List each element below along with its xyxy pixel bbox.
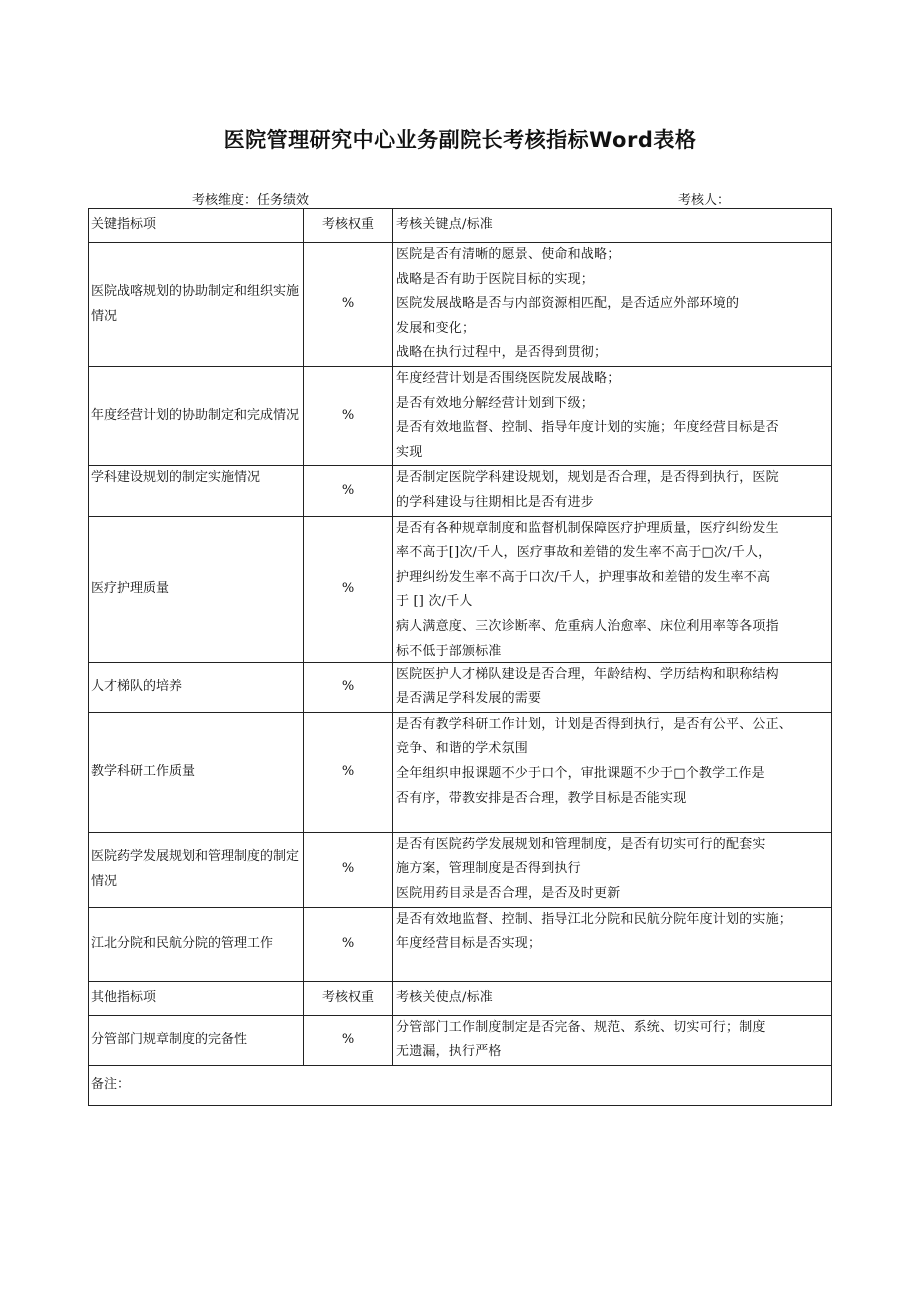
indicator-item: 学科建设规划的制定实施情况	[89, 466, 304, 516]
criteria-line: 战略是否有助于医院目标的实现；	[396, 271, 595, 287]
indicator-criteria	[393, 662, 832, 712]
indicator-item: 人才梯队的培养	[89, 662, 304, 712]
header-criteria: 考核关键点/标准	[393, 209, 832, 243]
other-indicator-criteria	[393, 1015, 832, 1065]
table-row	[89, 832, 832, 907]
indicator-criteria	[393, 712, 832, 832]
indicator-criteria	[393, 367, 832, 466]
criteria-line: 是否有效地监督、控制、指导江北分院和民航分院年度计划的实施；	[396, 911, 793, 927]
indicator-weight: %	[304, 243, 393, 367]
criteria-line: 全年组织申报课题不少于口个，审批课题不少于□个教学工作是	[396, 765, 765, 781]
criteria-line: 年度经营目标是否实现；	[396, 936, 542, 952]
other-header-row	[89, 981, 832, 1015]
indicator-weight: %	[304, 712, 393, 832]
criteria-line: 是否制定医院学科建设规划，规划是否合理，是否得到执行，医院	[396, 470, 779, 486]
header-other-item: 其他指标项	[89, 981, 304, 1015]
table-row	[89, 466, 832, 516]
indicator-criteria	[393, 466, 832, 516]
table-row	[89, 367, 832, 466]
criteria-line: 是否有教学科研工作计划，计划是否得到执行，是否有公平、公正、	[396, 716, 793, 732]
criteria-line: 医院是否有清晰的愿景、使命和战略；	[396, 247, 621, 262]
criteria-line: 竞争、和谐的学术氛围	[396, 741, 529, 757]
page-title: 医院管理研究中心业务副院长考核指标Word表格	[223, 128, 697, 152]
criteria-line: 率不高于[]次/千人，医疗事故和差错的发生率不高于□次/千人，	[396, 545, 772, 561]
criteria-line: 于 [] 次/千人	[396, 594, 473, 610]
indicator-weight: %	[304, 367, 393, 466]
header-weight: 考核权重	[304, 209, 393, 243]
criteria-line: 医院医护人才梯队建设是否合理，年龄结构、学历结构和职称结构	[396, 666, 779, 682]
criteria-line: 是否有医院药学发展规划和管理制度，是否有切实可行的配套实	[396, 836, 766, 852]
indicator-criteria	[393, 907, 832, 981]
criteria-line: 无遗漏，执行严格	[396, 1044, 502, 1060]
table-row	[89, 1015, 832, 1065]
criteria-line: 医院发展战略是否与内部资源相匹配，是否适应外部环境的	[396, 296, 740, 312]
criteria-line: 年度经营计划是否围绕医院发展战略；	[396, 371, 621, 386]
assessor-label: 考核人：	[678, 193, 731, 208]
assessment-table	[88, 208, 832, 1106]
remarks-cell: 备注：	[89, 1065, 832, 1105]
header-key-item: 关键指标项	[89, 209, 304, 243]
table-row	[89, 516, 832, 662]
indicator-criteria	[393, 243, 832, 367]
other-indicator-item: 分管部门规章制度的完备性	[89, 1015, 304, 1065]
criteria-line: 是否有效地分解经营计划到下级；	[396, 395, 595, 411]
dimension-label: 考核维度：任务绩效	[192, 193, 310, 208]
indicator-weight: %	[304, 907, 393, 981]
indicator-weight: %	[304, 662, 393, 712]
indicator-item: 江北分院和民航分院的管理工作	[89, 907, 304, 981]
table-row	[89, 712, 832, 832]
header-other-weight: 考核权重	[304, 981, 393, 1015]
table-row	[89, 907, 832, 981]
criteria-line: 病人满意度、三次诊断率、危重病人治愈率、床位利用率等各项指	[396, 618, 779, 634]
indicator-criteria	[393, 516, 832, 662]
criteria-line: 是否满足学科发展的需要	[396, 691, 542, 707]
criteria-line: 是否有效地监督、控制、指导年度计划的实施；年度经营目标是否	[396, 420, 779, 436]
criteria-line: 分管部门工作制度制定是否完备、规范、系统、切实可行；制度	[396, 1019, 766, 1035]
indicator-item: 医院战喀规划的协助制定和组织实施情况	[89, 243, 304, 367]
criteria-line: 的学科建设与往期相比是否有进步	[396, 494, 595, 510]
indicator-item: 年度经营计划的协助制定和完成情况	[89, 367, 304, 466]
criteria-line: 施方案，管理制度是否得到执行	[396, 861, 581, 877]
indicator-weight: %	[304, 516, 393, 662]
indicator-item: 医院药学发展规划和管理制度的制定情况	[89, 832, 304, 907]
indicator-weight: %	[304, 466, 393, 516]
indicator-item: 医疗护理质量	[89, 516, 304, 662]
header-other-criteria: 考核关使点/标准	[393, 981, 832, 1015]
indicator-weight: %	[304, 832, 393, 907]
criteria-line: 战略在执行过程中，是否得到贯彻；	[396, 345, 608, 361]
criteria-line: 护理纠纷发生率不高于口次/千人，护理事故和差错的发生率不高	[396, 569, 771, 585]
criteria-line: 是否有各种规章制度和监督机制保障医疗护理质量，医疗纠纷发生	[396, 520, 779, 536]
indicator-item: 教学科研工作质量	[89, 712, 304, 832]
criteria-line: 发展和变化；	[396, 320, 476, 336]
criteria-line: 医院用药目录是否合理，是否及时更新	[396, 885, 621, 901]
criteria-line: 实现	[396, 444, 423, 460]
table-row	[89, 243, 832, 367]
criteria-line: 标不低于部颁标准	[396, 643, 502, 659]
table-header-row	[89, 209, 832, 243]
criteria-line: 否有序，带教安排是否合理，教学目标是否能实现	[396, 790, 687, 806]
indicator-criteria	[393, 832, 832, 907]
remarks-row	[89, 1065, 832, 1105]
other-indicator-weight: %	[304, 1015, 393, 1065]
table-row	[89, 662, 832, 712]
